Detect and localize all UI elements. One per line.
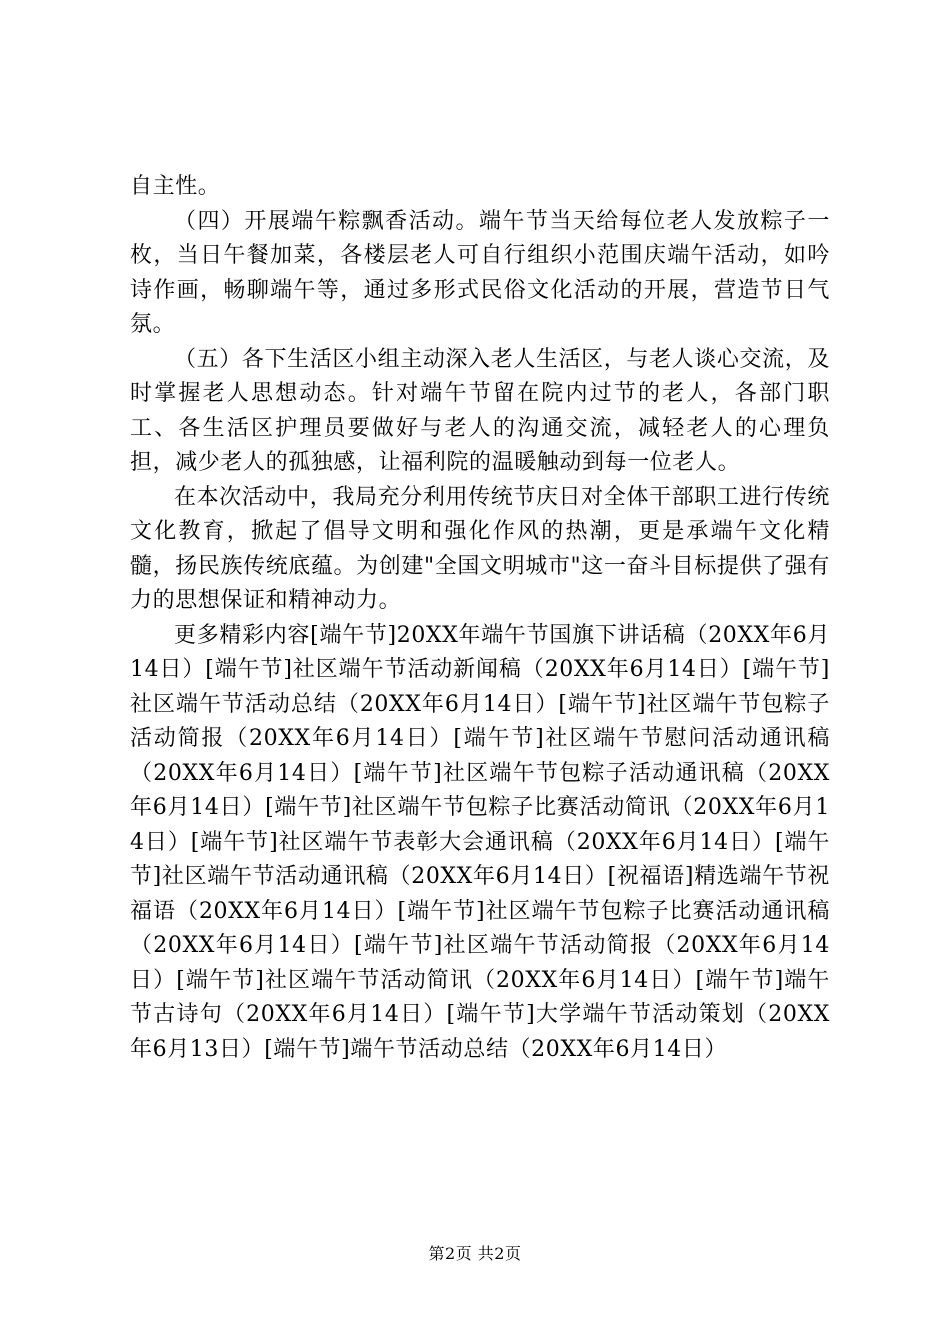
paragraph-item-five: （五）各下生活区小组主动深入老人生活区，与老人谈心交流，及时掌握老人思想动态。针对端午节留在院内过节的老人，各部门职工、各生活区护理员要做好与老人的沟通交流，减轻老人的心理负担，减少老人的孤独感，让福利院的温暖触动到每一位老人。 [130,346,830,475]
paragraph-more-content: 更多精彩内容[端午节]20XX年端午节国旗下讲话稿（20XX年6月14日）[端午节]社区端午节活动新闻稿（20XX年6月14日）[端午节]社区端午节活动总结（20XX年6月14日）[端午节]社区端午节包粽子活动简报（20XX年6月14日）[端午节]社区端午节慰问活动通讯稿（20XX年6月14日）[端午节]社区端午节包粽子活动通讯稿（20XX年6月14日）[端午节]社区端午节包粽子比赛活动简讯（20XX年6月14日）[端午节]社区端午节表彰大会通讯稿（20XX年6月14日）[端午节]社区端午节活动通讯稿（20XX年6月14日）[祝福语]精选端午节祝福语（20XX年6月14日）[端午节]社区端午节包粽子比赛活动通讯稿（20XX年6月14日）[端午节]社区端午节活动简报（20XX年6月14日）[端午节]社区端午节活动简讯（20XX年6月14日）[端午节]端午节古诗句（20XX年6月14日）[端午节]大学端午节活动策划（20XX年6月13日）[端午节]端午节活动总结（20XX年6月14日） [130,622,830,1062]
page-number-footer: 第2页 共2页 [428,1244,522,1263]
paragraph-summary: 在本次活动中，我局充分利用传统节庆日对全体干部职工进行传统文化教育，掀起了倡导文明和强化作风的热潮，更是承端午文化精髓，扬民族传统底蕴。为创建"全国文明城市"这一奋斗目标提供了强有力的思想保证和精神动力。 [130,484,830,613]
paragraph-item-four: （四）开展端午粽飘香活动。端午节当天给每位老人发放粽子一枚，当日午餐加菜，各楼层老人可自行组织小范围庆端午活动，如吟诗作画，畅聊端午等，通过多形式民俗文化活动的开展，营造节日气氛。 [130,208,830,337]
paragraph-continuation: 自主性。 [130,174,221,199]
document-body [130,170,830,1067]
